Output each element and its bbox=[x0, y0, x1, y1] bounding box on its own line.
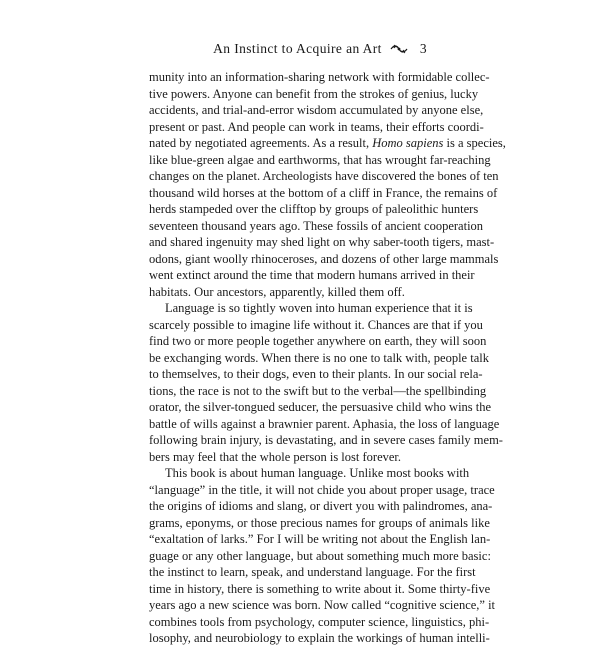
text-line: tive powers. Anyone can benefit from the strokes of genius, lucky bbox=[149, 86, 479, 101]
text-line: “language” in the title, it will not chide you about proper usage, trace bbox=[149, 482, 495, 497]
text-line: scarcely possible to imagine life without it. Chances are that if you bbox=[149, 317, 483, 332]
text-line: “exaltation of larks.” For I will be writing not about the English lan- bbox=[149, 532, 491, 546]
text-line: orator, the silver-tongued seducer, the persuasive child who wins the bbox=[149, 400, 492, 414]
text-line: bers may feel that the whole person is lost forever. bbox=[149, 449, 402, 464]
text-line: went extinct around the time that modern humans arrived in their bbox=[149, 268, 475, 282]
italic-term: Homo sapiens bbox=[372, 136, 444, 150]
text-line: tions, the race is not to the swift but to the verbal—the spellbinding bbox=[149, 383, 487, 398]
text-line: following brain injury, is devastating, and in severe cases family mem- bbox=[149, 433, 503, 447]
text-line: combines tools from psychology, computer science, linguistics, phi- bbox=[149, 614, 490, 629]
body-text bbox=[149, 69, 506, 647]
paragraph bbox=[149, 300, 503, 465]
text-line: This book is about human language. Unlike most books with bbox=[165, 466, 470, 480]
text-line: nated by negotiated agreements. As a result, Homo sapiens is a species, bbox=[149, 136, 506, 150]
text-line: accidents, and trial-and-error wisdom accumulated by anyone else, bbox=[149, 103, 484, 117]
running-head bbox=[213, 41, 427, 57]
text-line: losophy, and neurobiology to explain the workings of human intelli- bbox=[149, 631, 490, 645]
text-line: herds stampeded over the clifftop by groups of paleolithic hunters bbox=[149, 202, 479, 216]
text-line: battle of wills against a brawnier parent. Aphasia, the loss of language bbox=[149, 416, 500, 431]
text-line: to themselves, to their dogs, even to their plants. In our social rela- bbox=[149, 367, 483, 381]
page-number: 3 bbox=[419, 41, 427, 56]
text-line: guage or any other language, but about something much more basic: bbox=[149, 548, 491, 563]
text-line: munity into an information-sharing network with formidable collec- bbox=[149, 70, 490, 84]
text-line: seventeen thousand years ago. These fossils of ancient cooperation bbox=[149, 218, 484, 233]
text-line: be exchanging words. When there is no one to talk with, people talk bbox=[149, 350, 489, 365]
fleuron-ornament-icon bbox=[390, 44, 408, 54]
text-line: grams, eponyms, or those precious names for groups of animals like bbox=[149, 515, 490, 530]
text-line: the origins of idioms and slang, or divert you with palindromes, ana- bbox=[149, 499, 493, 513]
text-line: find two or more people together anywhere on earth, they will soon bbox=[149, 334, 487, 348]
text-line: time in history, there is something to write about it. Some thirty-five bbox=[149, 581, 491, 596]
running-head-title: An Instinct to Acquire an Art bbox=[213, 41, 382, 56]
text-line: habitats. Our ancestors, apparently, killed them off. bbox=[149, 284, 405, 299]
text-line: thousand wild horses at the bottom of a cliff in France, the remains of bbox=[149, 185, 498, 200]
text-line: years ago a new science was born. Now called “cognitive science,” it bbox=[149, 598, 496, 612]
paragraph bbox=[149, 69, 506, 300]
text-line: the instinct to learn, speak, and understand language. For the first bbox=[149, 565, 476, 579]
text-line: like blue-green algae and earthworms, that has wrought far-reaching bbox=[149, 152, 491, 167]
text-line: Language is so tightly woven into human experience that it is bbox=[165, 301, 473, 315]
text-line: odons, giant woolly rhinoceroses, and dozens of other large mammals bbox=[149, 251, 499, 266]
paragraph bbox=[149, 465, 496, 647]
text-line: and shared ingenuity may shed light on why saber-tooth tigers, mast- bbox=[149, 235, 495, 249]
text-line: present or past. And people can work in teams, their efforts coordi- bbox=[149, 119, 484, 134]
text-line: changes on the planet. Archeologists have discovered the bones of ten bbox=[149, 169, 499, 183]
